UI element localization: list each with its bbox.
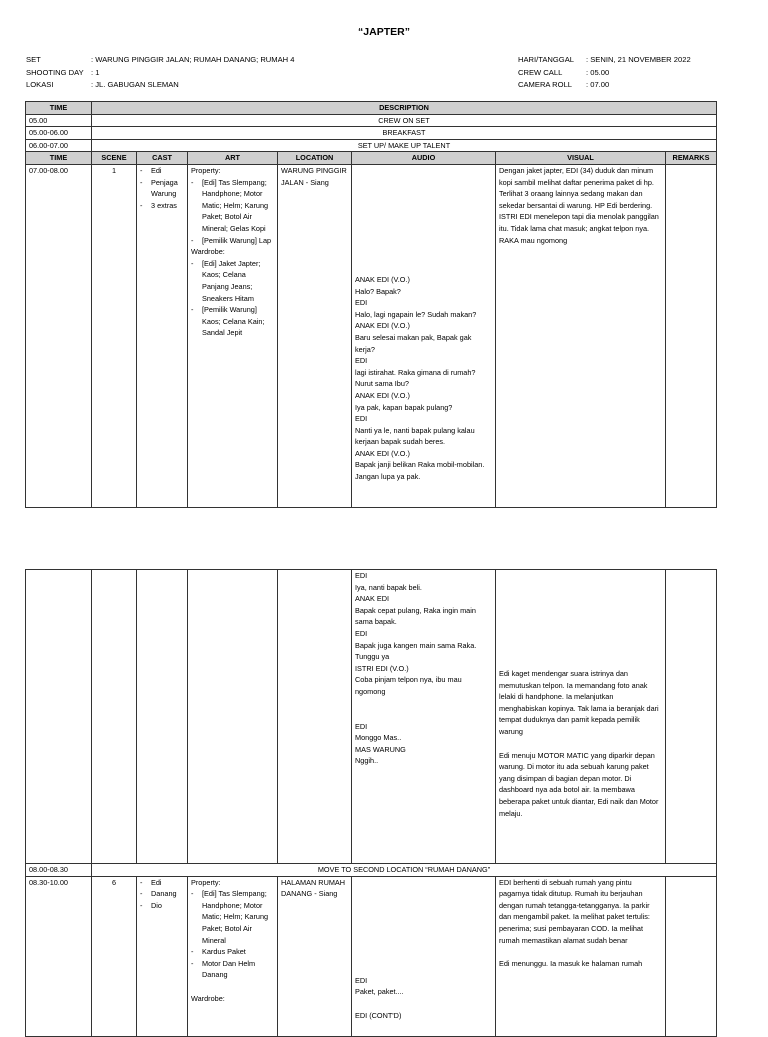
scene-row-continued [26,570,717,864]
remarks-cell [666,876,717,1036]
column-header-row [26,152,717,165]
schedule-row [26,114,717,127]
property-label: Property: [191,165,221,175]
time-header: TIME [26,152,92,165]
audio-dialogue: EDI Iya, nanti bapak beli. ANAK EDI Bapak cepat pulang, Raka ingin main sama bapak. EDI Bapak juga kangen main sama Raka. Tunggu ya ISTRI EDI (V.O.) Coba pinjam telpon nya, ibu mau ngomong [355,571,477,696]
wardrobe-item: - [Edi] Jaket Japter; Kaos; Celana Panjang Jeans; Sneakers Hitam [191,258,274,304]
property-item: - Motor Dan Helm Danang [191,958,274,981]
cast-item: - Dio [140,900,184,912]
meta-right [518,54,691,92]
location-cell [278,570,352,864]
cast-cell [137,164,188,507]
wardrobe-label: Wardrobe: [191,247,225,257]
visual-cell [496,876,666,1036]
meta-key: CREW CALL [518,67,563,77]
meta-left [26,54,295,92]
description-cell: CREW ON SET [92,114,717,127]
scene-header: SCENE [92,152,137,165]
meta-key: LOKASI [26,80,54,89]
schedule-table-part2 [25,569,717,1037]
meta-value: : 1 [91,67,100,77]
meta-value: : 05.00 [586,67,610,77]
visual-cell [496,570,666,864]
cast-header: CAST [137,152,188,165]
meta-value: : 07.00 [586,80,610,89]
time-cell: 05.00-06.00 [26,127,92,140]
wardrobe-item: - [Pemilik Warung] Kaos; Celana Kain; Sandal Jepit [191,304,274,339]
description-header: DESCRIPTION [92,102,717,115]
property-label: Property: [191,877,221,887]
property-item: - [Edi] Tas Slempang; Handphone; Motor Matic; Helm; Karung Paket; Botol Air Mineral [191,888,274,946]
audio-cell [352,570,496,864]
art-cell [188,570,278,864]
cast-item: - Edi [140,165,184,177]
time-cell [26,570,92,864]
meta-key: SHOOTING DAY [26,67,84,77]
art-header: ART [188,152,278,165]
audio-dialogue: ANAK EDI (V.O.) Halo? Bapak? EDI Halo, lagi ngapain le? Sudah makan? ANAK EDI (V.O.) Baru selesai makan pak, Bapak gak kerja? EDI lagi istirahat. Raka gimana di rumah? Nurut sama Ibu? ANAK EDI (V.O.) Iya pak, kapan bapak pulang? EDI Nanti ya le, nanti bapak pulang kalau kerjaan bapak sudah beres. ANAK EDI (V.O.) Bapak janji belikan Raka mobil-mobilan. Jangan lupa ya pak. [355,274,485,482]
art-cell [188,164,278,507]
cast-item: - Danang [140,888,184,900]
time-cell: 07.00-08.00 [26,164,92,507]
schedule-table-part1 [25,101,717,508]
cast-item: - Penjaga Warung [140,177,184,200]
visual-description: Edi menuju MOTOR MATIC yang diparkir depan warung. Di motor itu ada sebuah karung paket yang disimpan di bagian depan motor. Di dashboard nya ada botol air. Ia membawa beberapa paket untuk diantar, Edi naik dan Motor melaju. [499,750,659,818]
meta-key: HARI/TANGGAL [518,55,574,64]
time-cell: 06.00-07.00 [26,139,92,152]
property-item: - Kardus Paket [191,946,274,958]
description-cell: MOVE TO SECOND LOCATION “RUMAH DANANG” [92,864,717,877]
audio-cell [352,876,496,1036]
cast-item: - 3 extras [140,200,184,212]
meta-value: : SENIN, 21 NOVEMBER 2022 [586,55,691,64]
remarks-cell [666,164,717,507]
wardrobe-label: Wardrobe: [191,993,225,1003]
header-row [26,102,717,115]
time-cell: 05.00 [26,114,92,127]
scene-number: 6 [92,876,137,1036]
schedule-row [26,139,717,152]
audio-header: AUDIO [352,152,496,165]
visual-description: Edi kaget mendengar suara istrinya dan memutuskan telpon. Ia memandang foto anak lelaki di handphone. Ia melanjutkan menghabiskan kopinya. Tak lama ia beranjak dari tempat duduknya dan pamit kepada pemilik warung [499,669,659,736]
meta-key: CAMERA ROLL [518,80,573,89]
visual-cell: Dengan jaket japter, EDI (34) duduk dan minum kopi sambil melihat daftar penerima paket di hp. Terlihat 3 oraang lainnya sedang makan dan sekedar bersantai di warung. HP Edi berdering. ISTRI EDI menelepon tapi dia menolak panggilan itu. Tidak lama chat masuk; angkat telpon nya. RAKA mau ngomong [496,164,666,507]
cast-item: - Edi [140,877,184,889]
location-cell: HALAMAN RUMAH DANANG - Siang [278,876,352,1036]
description-cell: BREAKFAST [92,127,717,140]
visual-description: Edi menunggu. Ia masuk ke halaman rumah [499,959,643,969]
audio-dialogue: EDI Monggo Mas.. MAS WARUNG Nggih.. [355,721,406,766]
remarks-cell [666,570,717,864]
audio-dialogue: EDI Paket, paket.... [355,975,404,997]
audio-cell [352,164,496,507]
scene-row [26,876,717,1036]
art-cell [188,876,278,1036]
audio-dialogue: EDI (CONT'D) [355,1010,402,1020]
time-header: TIME [26,102,92,115]
document-title: “JAPTER” [358,26,410,38]
property-item: - [Pemilik Warung] Lap [191,235,274,247]
description-cell: SET UP/ MAKE UP TALENT [92,139,717,152]
visual-description: EDI berhenti di sebuah rumah yang pintu pagarnya tidak ditutup. Rumah itu berjauhan dengan rumah tetangga-tetangganya. Ia parkir dan mengambil paket. Ia melihat paket tertulis: penerima; susi pembayaran COD. Ia melihat rumah memastikan alamat sudah benar [499,877,650,945]
scene-number: 1 [92,164,137,507]
move-row [26,864,717,877]
visual-header: VISUAL [496,152,666,165]
remarks-header: REMARKS [666,152,717,165]
schedule-row [26,127,717,140]
location-cell: WARUNG PINGGIR JALAN - Siang [278,164,352,507]
meta-value: : JL. GABUGAN SLEMAN [91,80,179,89]
scene-row [26,164,717,507]
property-item: - [Edi] Tas Slempang; Handphone; Motor Matic; Helm; Karung Paket; Botol Air Mineral; Gelas Kopi [191,177,274,235]
location-header: LOCATION [278,152,352,165]
time-cell: 08.30-10.00 [26,876,92,1036]
meta-key: SET [26,55,41,64]
meta-value: : WARUNG PINGGIR JALAN; RUMAH DANANG; RUMAH 4 [91,55,295,64]
scene-number [92,570,137,864]
cast-cell [137,570,188,864]
cast-cell [137,876,188,1036]
time-cell: 08.00-08.30 [26,864,92,877]
